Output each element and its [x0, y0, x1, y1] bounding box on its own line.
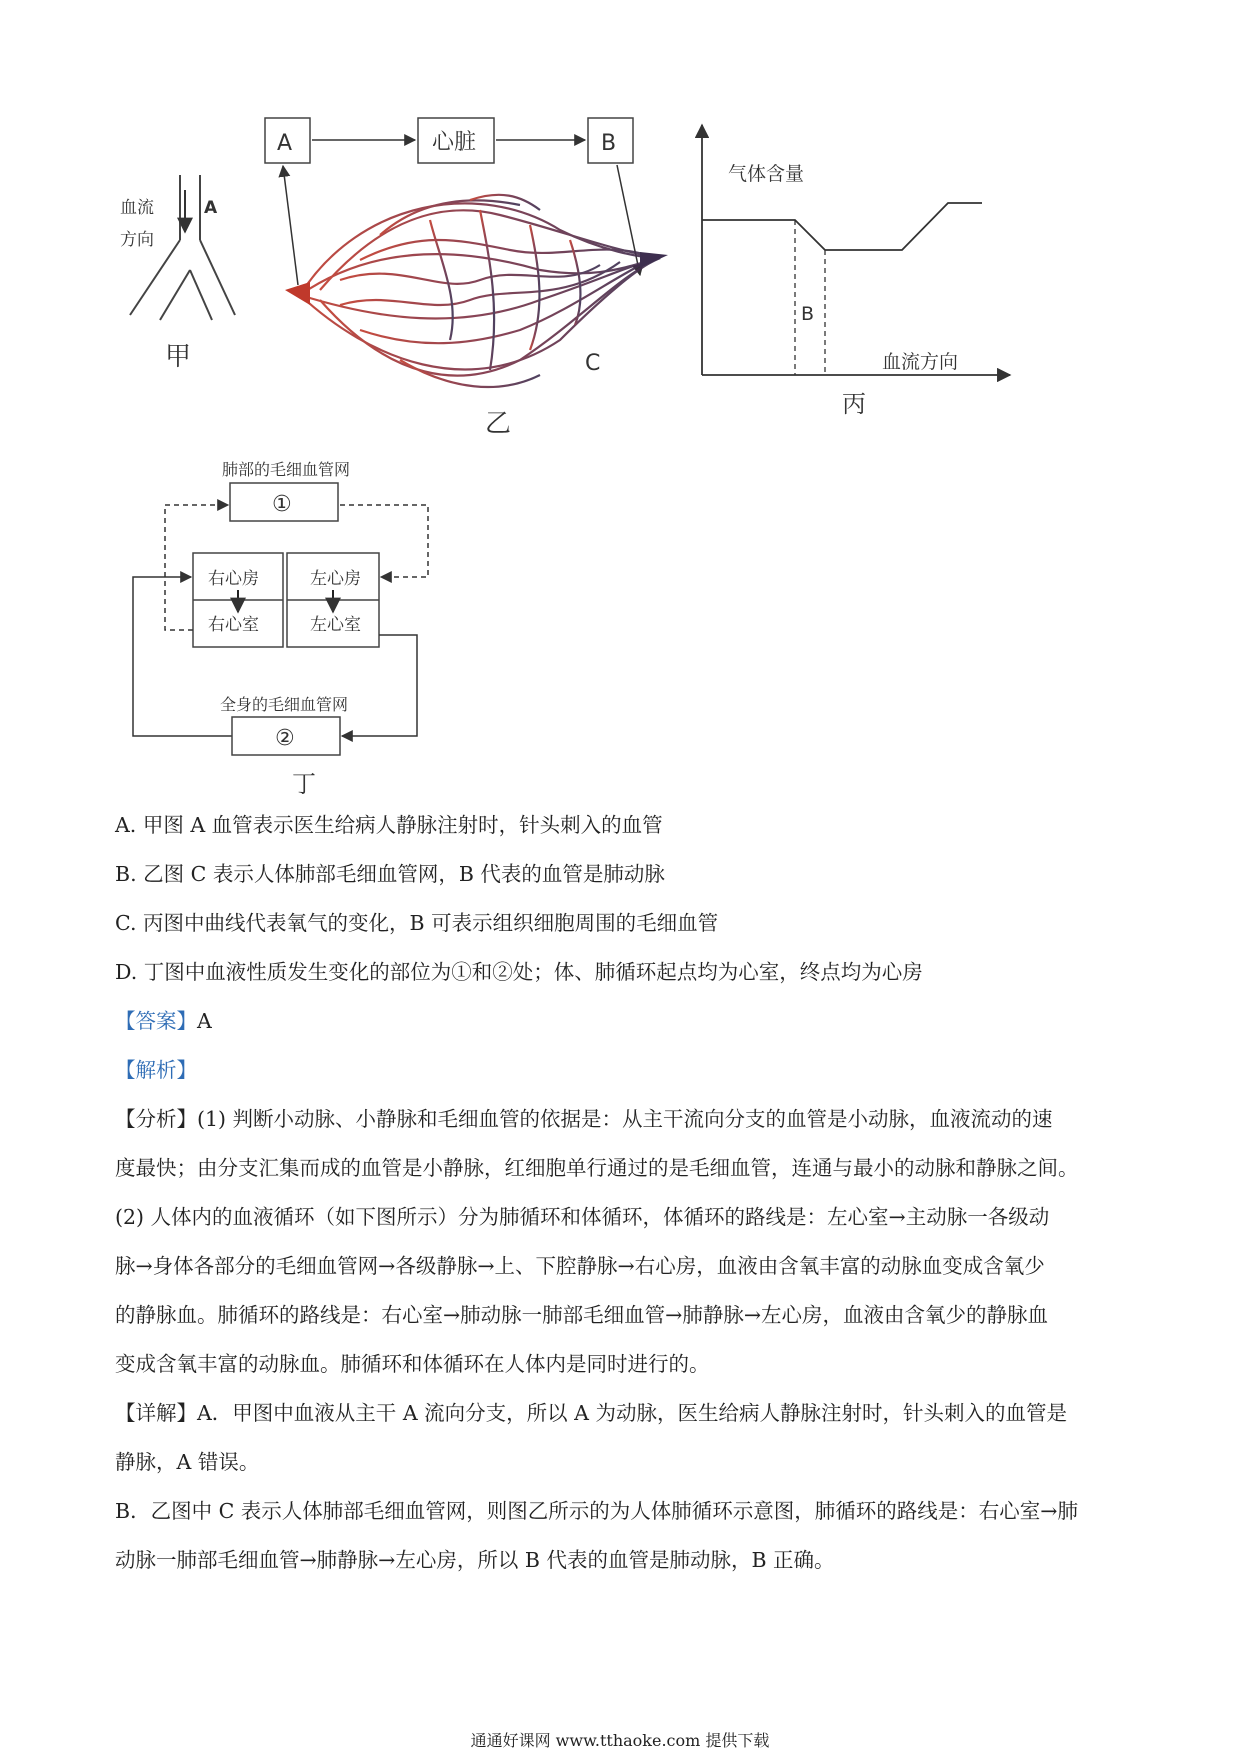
answer-line: [115, 1006, 212, 1036]
ding-box-1-text: ①: [272, 492, 292, 517]
detail-line: 动脉一肺部毛细血管→肺静脉→左心房，所以 B 代表的血管是肺动脉，B 正确。: [115, 1548, 835, 1572]
bing-xlabel: 血流方向: [882, 351, 959, 373]
jia-vessel-label: A: [204, 198, 218, 218]
option-c: C. 丙图中曲线代表氧气的变化，B 可表示组织细胞周围的毛细血管: [115, 911, 719, 935]
option-b: B. 乙图 C 表示人体肺部毛细血管网，B 代表的血管是肺动脉: [115, 862, 665, 886]
jia-label: 甲: [165, 342, 192, 372]
figure-jia: [120, 175, 235, 372]
yi-capillary-label: C: [585, 351, 601, 376]
ding-lung-net: 肺部的毛细血管网: [222, 460, 351, 479]
answer-label: 【答案】: [115, 1009, 197, 1033]
jia-flow-text-1: 血流: [120, 198, 154, 218]
jia-flow-text-2: 方向: [120, 230, 154, 250]
yi-box-a-text: A: [277, 131, 293, 156]
capillary-network: [300, 195, 660, 387]
ding-right-atrium: 右心房: [208, 569, 259, 589]
yi-vein-end: [640, 252, 668, 268]
analysis-line: (2) 人体内的血液循环（如下图所示）分为肺循环和体循环，体循环的路线是：左心室→主动脉一各级动: [115, 1205, 1050, 1229]
figure-yi: [265, 118, 668, 439]
bing-ylabel: 气体含量: [728, 163, 805, 185]
ding-label: 丁: [292, 770, 316, 798]
answer-value: A: [197, 1009, 212, 1033]
analysis-line: 度最快；由分支汇集而成的血管是小静脉，红细胞单行通过的是毛细血管，连通与最小的动脉和静脉之间。: [115, 1156, 1079, 1180]
bing-segment-label: B: [801, 303, 815, 325]
figure-area: [0, 0, 1240, 820]
ding-left-atrium: 左心房: [310, 569, 361, 589]
analysis-line: 【分析】(1) 判断小动脉、小静脉和毛细血管的依据是：从主干流向分支的血管是小动脉，血液流动的速: [115, 1107, 1053, 1131]
analysis-line: 的静脉血。肺循环的路线是：右心室→肺动脉一肺部毛细血管→肺静脉→左心房，血液由含氧少的静脉血: [115, 1303, 1049, 1327]
page-footer: 通通好课网 www.tthaoke.com 提供下载: [470, 1731, 770, 1750]
ding-box-2-text: ②: [275, 726, 295, 751]
option-d: D. 丁图中血液性质发生变化的部位为①和②处；体、肺循环起点均为心室，终点均为心房: [115, 960, 923, 984]
option-a: A. 甲图 A 血管表示医生给病人静脉注射时，针头刺入的血管: [115, 813, 663, 837]
detail-line: 【详解】A．甲图中血液从主干 A 流向分支，所以 A 为动脉，医生给病人静脉注射时，针头刺入的血管是: [115, 1401, 1067, 1425]
analysis-label: 【解析】: [115, 1058, 197, 1082]
ding-body-net: 全身的毛细血管网: [220, 695, 349, 714]
yi-artery-end: [285, 282, 310, 305]
ding-left-ventricle: 左心室: [310, 615, 361, 635]
analysis-line: 脉→身体各部分的毛细血管网→各级静脉→上、下腔静脉→右心房，血液由含氧丰富的动脉血变成含氧少: [115, 1254, 1045, 1278]
detail-line: 静脉，A 错误。: [115, 1450, 260, 1474]
figure-bing: [702, 125, 1010, 418]
analysis-line: 变成含氧丰富的动脉血。肺循环和体循环在人体内是同时进行的。: [115, 1352, 710, 1376]
bing-label: 丙: [842, 390, 866, 418]
detail-line: B．乙图中 C 表示人体肺部毛细血管网，则图乙所示的为人体肺循环示意图，肺循环的路线是：右心室→肺: [115, 1499, 1078, 1523]
yi-box-b-text: B: [601, 131, 617, 156]
bing-curve: [702, 203, 982, 250]
ding-right-ventricle: 右心室: [208, 615, 259, 635]
yi-label: 乙: [485, 409, 512, 439]
figure-ding: [133, 460, 428, 798]
yi-box-heart-text: 心脏: [432, 130, 477, 155]
